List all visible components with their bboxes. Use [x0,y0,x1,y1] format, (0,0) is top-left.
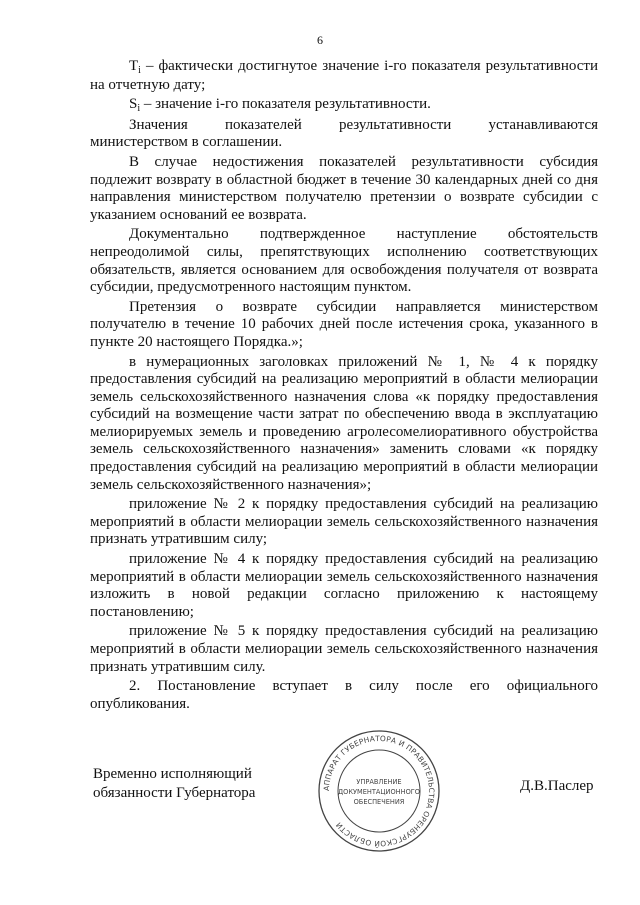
paragraph: Значения показателей результативности устанавливаются министерством в соглашении. [90,116,598,151]
stamp-center-text: ДОКУМЕНТАЦИОННОГО [338,788,420,796]
formula-symbol: S [129,96,138,113]
paragraph [90,96,598,115]
official-stamp [316,728,442,854]
paragraph-text: – значение i-го показателя результативности. [140,96,431,113]
paragraph: Документально подтвержденное наступление обстоятельств непреодолимой силы, препятствующих исполнению соответствующих обязательств, является основанием для освобождения получателя от возврата субсидии, предусмотренного настоящим пунктом. [90,226,598,296]
page-number: 6 [317,33,323,47]
signatory-position [93,765,255,803]
position-line: обязанности Губернатора [93,785,256,801]
paragraph: приложение № 2 к порядку предоставления субсидий на реализацию мероприятий в области мелиорации земель сельскохозяйственного назначения признать утратившим силу; [90,496,598,548]
paragraph: приложение № 4 к порядку предоставления субсидий на реализацию мероприятий в области мелиорации земель сельскохозяйственного назначения изложить в новой редакции согласно приложению к настоящему постановлению; [90,551,598,620]
position-line: Временно исполняющий [93,766,252,782]
paragraph-text: – фактически достигнутое значение i-го показателя результативности на отчетную дату; [90,58,598,93]
stamp-center-text: УПРАВЛЕНИЕ [356,778,402,786]
paragraph [90,58,598,94]
formula-subscript: i [137,103,141,115]
paragraph: Претензия о возврате субсидии направляется министерством получателю в течение 10 рабочих дней после истечения срока, указанного в пункте 20 настоящего Порядка.»; [90,298,598,350]
stamp-center-text: ОБЕСПЕЧЕНИЯ [353,798,405,806]
paragraph: В случае недостижения показателей результативности субсидия подлежит возврату в областной бюджет в течение 30 календарных дней со дня направления министерством получателю претензии о возврате субсидии с указанием оснований ее возврата. [90,153,598,223]
paragraph: приложение № 5 к порядку предоставления субсидий на реализацию мероприятий в области мелиорации земель сельскохозяйственного назначения признать утратившим силу. [90,623,598,675]
paragraph: в нумерационных заголовках приложений № 1, № 4 к порядку предоставления субсидий на реализацию мероприятий в области мелиорации земель сельскохозяйственного назначения слова «к порядку предоставления субсидий на возмещение части затрат по обеспечению ввода в эксплуатацию мелиорируемых земель и проведению агролесомелиоративного обустройства земель сельскохозяйственного назначения» заменить словами «к порядку предоставления субсидий на реализацию мероприятий в области мелиорации земель сельскохозяйственного назначения»; [90,353,598,493]
stamp-ring-text: АППАРАТ ГУБЕРНАТОРА И ПРАВИТЕЛЬСТВА ОРЕНБУРГСКОЙ ОБЛАСТИ [321,733,437,849]
document-body [90,58,598,715]
formula-subscript: i [138,65,141,76]
formula-symbol: T [129,58,139,74]
signatory-name: Д.В.Паслер [520,778,594,794]
paragraph: 2. Постановление вступает в силу после его официального опубликования. [90,678,598,712]
